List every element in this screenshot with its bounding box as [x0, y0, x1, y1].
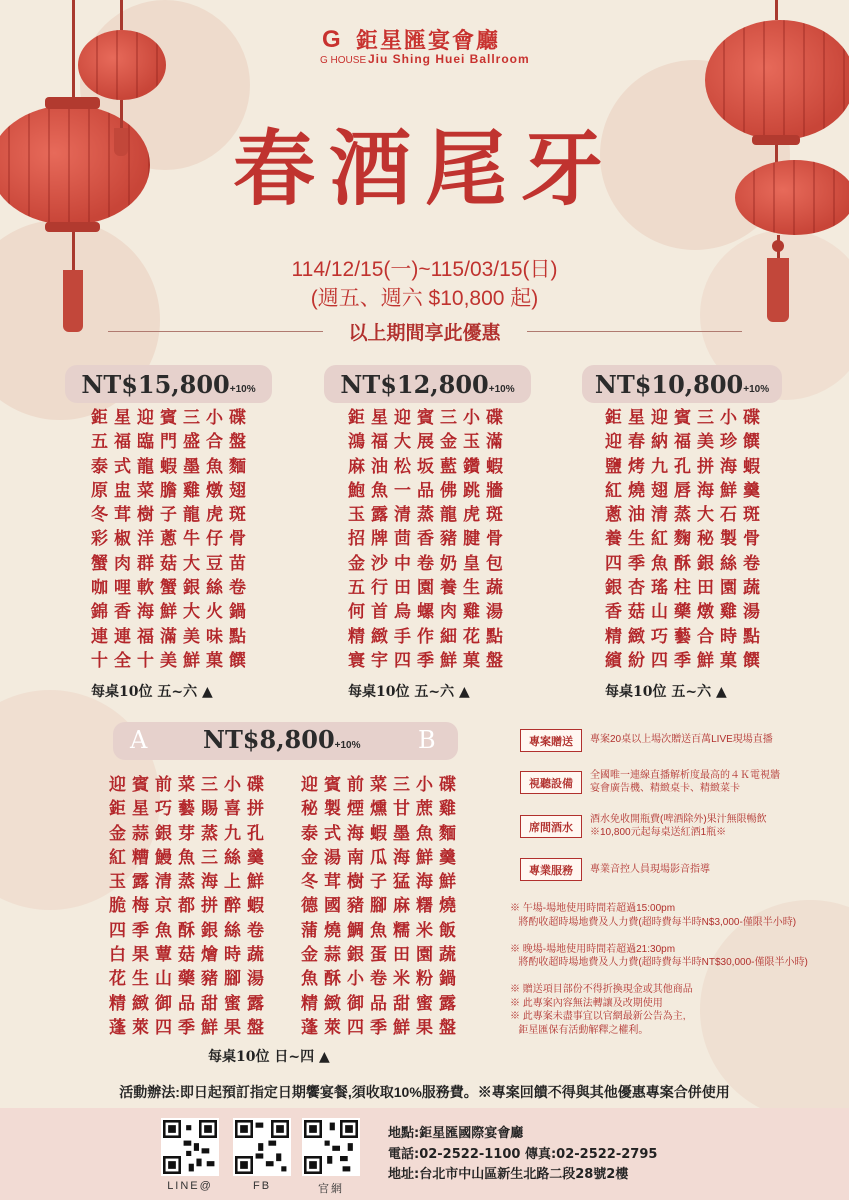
menu-item: 冬茸樹子龍虎斑	[91, 505, 252, 526]
qr-code-line[interactable]	[161, 1118, 219, 1176]
notes-list	[510, 902, 808, 1037]
service-label: 專案贈送	[520, 729, 582, 752]
lantern-cap	[45, 97, 100, 109]
note-line: ※ 此專案內容無法轉讓及改期使用	[510, 997, 663, 1009]
price-tag	[65, 365, 272, 403]
brand-sub: G HOUSE	[320, 55, 367, 66]
note-line: ※ 晚場-場地使用時間若超過21:30pm	[510, 943, 676, 955]
note-line: ※ 午場-場地使用時間若超過15:00pm	[510, 903, 676, 914]
note-line: 將酌收超時場地費及人力費(超時費每半時N$3,000-僅限半小時)	[510, 916, 797, 928]
note-line: 將酌收超時場地費及人力費(超時費每半時NT$30,000-僅限半小時)	[510, 957, 808, 968]
note-line	[510, 970, 808, 984]
menu-item: 蟹肉群菇大豆苗	[91, 553, 252, 574]
menu-item: 精緻御品甜蜜露	[109, 993, 270, 1014]
menu-item: 錦香海鮮大火鍋	[91, 602, 252, 623]
menu-item: 鉅星迎賓三小碟	[605, 408, 766, 428]
price-amount: NT$8,800	[203, 725, 335, 754]
menu-item: 鉅星迎賓三小碟	[91, 408, 252, 428]
menu-list	[348, 406, 509, 673]
lantern-cap	[45, 222, 100, 232]
menu-item: 精緻御品甜蜜露	[301, 993, 462, 1014]
lantern	[78, 30, 166, 100]
period-note: 以上期間享此優惠	[348, 323, 501, 344]
service-label: 專業服務	[520, 858, 582, 881]
price-tag	[582, 365, 782, 403]
service-text	[590, 863, 710, 876]
menu-item: 鉅星迎賓三小碟	[348, 408, 509, 428]
price-amount: NT$10,800	[594, 369, 744, 399]
weekend-price-note: (週五、週六 $10,800 起)	[310, 287, 539, 310]
price-suffix: +10%	[743, 383, 770, 395]
qr-icon	[163, 1120, 217, 1174]
qr-label-website: 官網	[318, 1183, 344, 1195]
menu-item: 麻油松坂藍鑽蝦	[348, 456, 509, 477]
service-text-line: 酒水免收開瓶費(啤酒除外)果汁無限暢飲	[590, 814, 767, 825]
menu-item: 玉露清蒸海上鮮	[109, 872, 270, 893]
service-text-line: ※10,800元起每桌送紅酒1瓶※	[590, 827, 727, 838]
menu-item: 白果蕈菇燴時蔬	[109, 945, 270, 966]
lantern	[705, 20, 849, 140]
lantern-string	[72, 0, 75, 105]
price-tag-8800	[113, 722, 458, 760]
brand-logo-mark: G	[322, 26, 341, 53]
price-suffix: +10%	[488, 383, 515, 395]
menu-item: 蓬萊四季鮮果盤	[109, 1017, 270, 1038]
menu-item: 泰式龍蝦墨魚麵	[91, 456, 252, 477]
service-text	[590, 733, 773, 746]
per-desk-note: 每桌10位 日~四 ▲	[208, 1049, 330, 1065]
promo-dates: 114/12/15(一)~115/03/15(日)	[291, 258, 558, 281]
qr-code-website[interactable]	[302, 1118, 360, 1176]
menu-item: 四季魚酥銀絲卷	[109, 920, 270, 941]
qr-icon	[235, 1120, 289, 1174]
brand-name-zh: 鉅星匯宴會廳	[356, 28, 501, 54]
menu-item: 迎春納福美珍饌	[605, 432, 766, 453]
menu-item: 冬茸樹子猛海鮮	[301, 872, 462, 893]
menu-item: 彩椒洋蔥牛仔骨	[91, 529, 252, 550]
menu-item: 紅糟鰻魚三絲羹	[109, 847, 270, 868]
menu-item: 泰式海蝦墨魚麵	[301, 823, 462, 844]
lantern-tassel	[114, 128, 128, 156]
menu-item: 迎賓前菜三小碟	[301, 775, 462, 795]
option-b-label: B	[418, 726, 436, 754]
event-rules: 活動辦法:即日起預訂指定日期饗宴餐,須收取10%服務費。※專案回饋不得與其他優惠專案合併使用	[119, 1084, 730, 1100]
note-line	[510, 929, 808, 943]
lantern	[0, 105, 150, 225]
menu-item: 五福臨門盛合盤	[91, 432, 252, 453]
lantern-string	[120, 0, 123, 30]
menu-item: 紅燒翅唇海鮮羹	[605, 480, 766, 501]
menu-list	[91, 406, 252, 673]
menu-item: 香菇山藥燉雞湯	[605, 602, 766, 623]
venue-phone: 電話:02-2522-1100 傳真:02-2522-2795	[388, 1147, 658, 1162]
service-text-line: 專案20桌以上場次贈送百萬LIVE現場直播	[590, 734, 773, 745]
service-label: 席間酒水	[520, 815, 582, 838]
menu-item: 寰宇四季鮮菓盤	[348, 650, 509, 671]
menu-item: 五行田園養生蔬	[348, 578, 509, 599]
lantern-knot	[772, 240, 784, 252]
menu-item: 何首烏螺肉雞湯	[348, 602, 509, 623]
menu-item: 蒲燒鯛魚糯米飯	[301, 920, 462, 941]
menu-item: 秘製煙燻甘蔗雞	[301, 799, 462, 820]
menu-item: 蓬萊四季鮮果盤	[301, 1017, 462, 1038]
per-desk-note: 每桌10位 五~六 ▲	[91, 684, 213, 700]
menu-item: 精緻巧藝合時點	[605, 626, 766, 647]
price-amount: NT$12,800	[340, 369, 489, 399]
menu-item: 繽紛四季鮮菓饌	[605, 650, 766, 671]
note-line: ※ 此專案未盡事宜以官網最新公告為主,	[510, 1011, 686, 1022]
venue-name: 地點:鉅星匯國際宴會廳	[388, 1126, 524, 1141]
service-text-line: 宴會廣告機、精緻桌卡、精緻菜卡	[590, 783, 740, 794]
menu-item: 四季魚酥銀絲卷	[605, 553, 766, 574]
menu-item: 脆梅京都拼醉蝦	[109, 896, 270, 917]
lantern	[735, 160, 849, 235]
menu-list	[605, 406, 766, 673]
lantern-cap	[752, 135, 800, 145]
menu-item: 精緻手作細花點	[348, 626, 509, 647]
menu-item: 玉露清蒸龍虎斑	[348, 505, 509, 526]
menu-item: 金沙中卷奶皇包	[348, 553, 509, 574]
menu-item: 魚酥小卷米粉鍋	[301, 969, 462, 990]
page-title: 春酒尾牙	[232, 121, 617, 217]
note-line: 鉅星匯保有活動解釋之權利。	[510, 1024, 649, 1036]
lantern-string	[775, 0, 778, 20]
option-a-label: A	[130, 726, 148, 754]
menu-item: 鮑魚一品佛跳牆	[348, 480, 509, 501]
menu-list-a	[109, 773, 270, 1040]
price-amount: NT$15,800	[81, 369, 230, 399]
menu-item: 十全十美鮮菓饌	[91, 650, 252, 671]
menu-item: 銀杏瑤柱田園蔬	[605, 578, 766, 599]
note-line: ※ 贈送項目部份不得折換現金或其他商品	[510, 984, 693, 995]
menu-item: 養生紅麴秘製骨	[605, 529, 766, 550]
menu-item: 原盅菜膽雞燉翅	[91, 480, 252, 501]
per-desk-note: 每桌10位 五~六 ▲	[605, 684, 727, 700]
menu-item: 花生山藥豬腳湯	[109, 969, 270, 990]
menu-item: 招牌茴香豬腱骨	[348, 529, 509, 550]
service-text-line: 專業音控人員現場影音指導	[590, 864, 710, 875]
service-text	[590, 813, 767, 839]
per-desk-note: 每桌10位 五~六 ▲	[348, 684, 470, 700]
menu-item: 金蒜銀芽蒸九孔	[109, 823, 270, 844]
qr-label-fb: FB	[252, 1180, 272, 1192]
price-suffix: +10%	[334, 740, 361, 751]
qr-code-fb[interactable]	[233, 1118, 291, 1176]
menu-item: 蔥油清蒸大石斑	[605, 505, 766, 526]
qr-label-line: LINE@	[167, 1180, 213, 1192]
menu-item: 咖哩軟蟹銀絲卷	[91, 578, 252, 599]
menu-item: 鉅星巧藝賜喜拼	[109, 799, 270, 820]
service-text-line: 全國唯一連線直播解析度最高的４Ｋ電視牆	[590, 770, 780, 781]
menu-item: 鹽烤九孔拼海蝦	[605, 456, 766, 477]
qr-icon	[304, 1120, 358, 1174]
menu-item: 金蒜銀蛋田園蔬	[301, 945, 462, 966]
venue-address: 地址:台北市中山區新生北路二段28號2樓	[388, 1167, 629, 1182]
brand-name-en: Jiu Shing Huei Ballroom	[368, 52, 530, 66]
menu-item: 德國豬腳麻糬燒	[301, 896, 462, 917]
price-8800	[203, 725, 361, 754]
menu-item: 鴻福大展金玉滿	[348, 432, 509, 453]
menu-list-b	[301, 773, 462, 1040]
menu-item: 連連福滿美味點	[91, 626, 252, 647]
price-tag	[324, 365, 531, 403]
price-suffix: +10%	[229, 383, 256, 395]
lantern-tassel	[120, 100, 123, 130]
service-text	[590, 769, 780, 795]
menu-item: 金湯南瓜海鮮羹	[301, 847, 462, 868]
service-label: 視聽設備	[520, 771, 582, 794]
menu-item: 迎賓前菜三小碟	[109, 775, 270, 795]
